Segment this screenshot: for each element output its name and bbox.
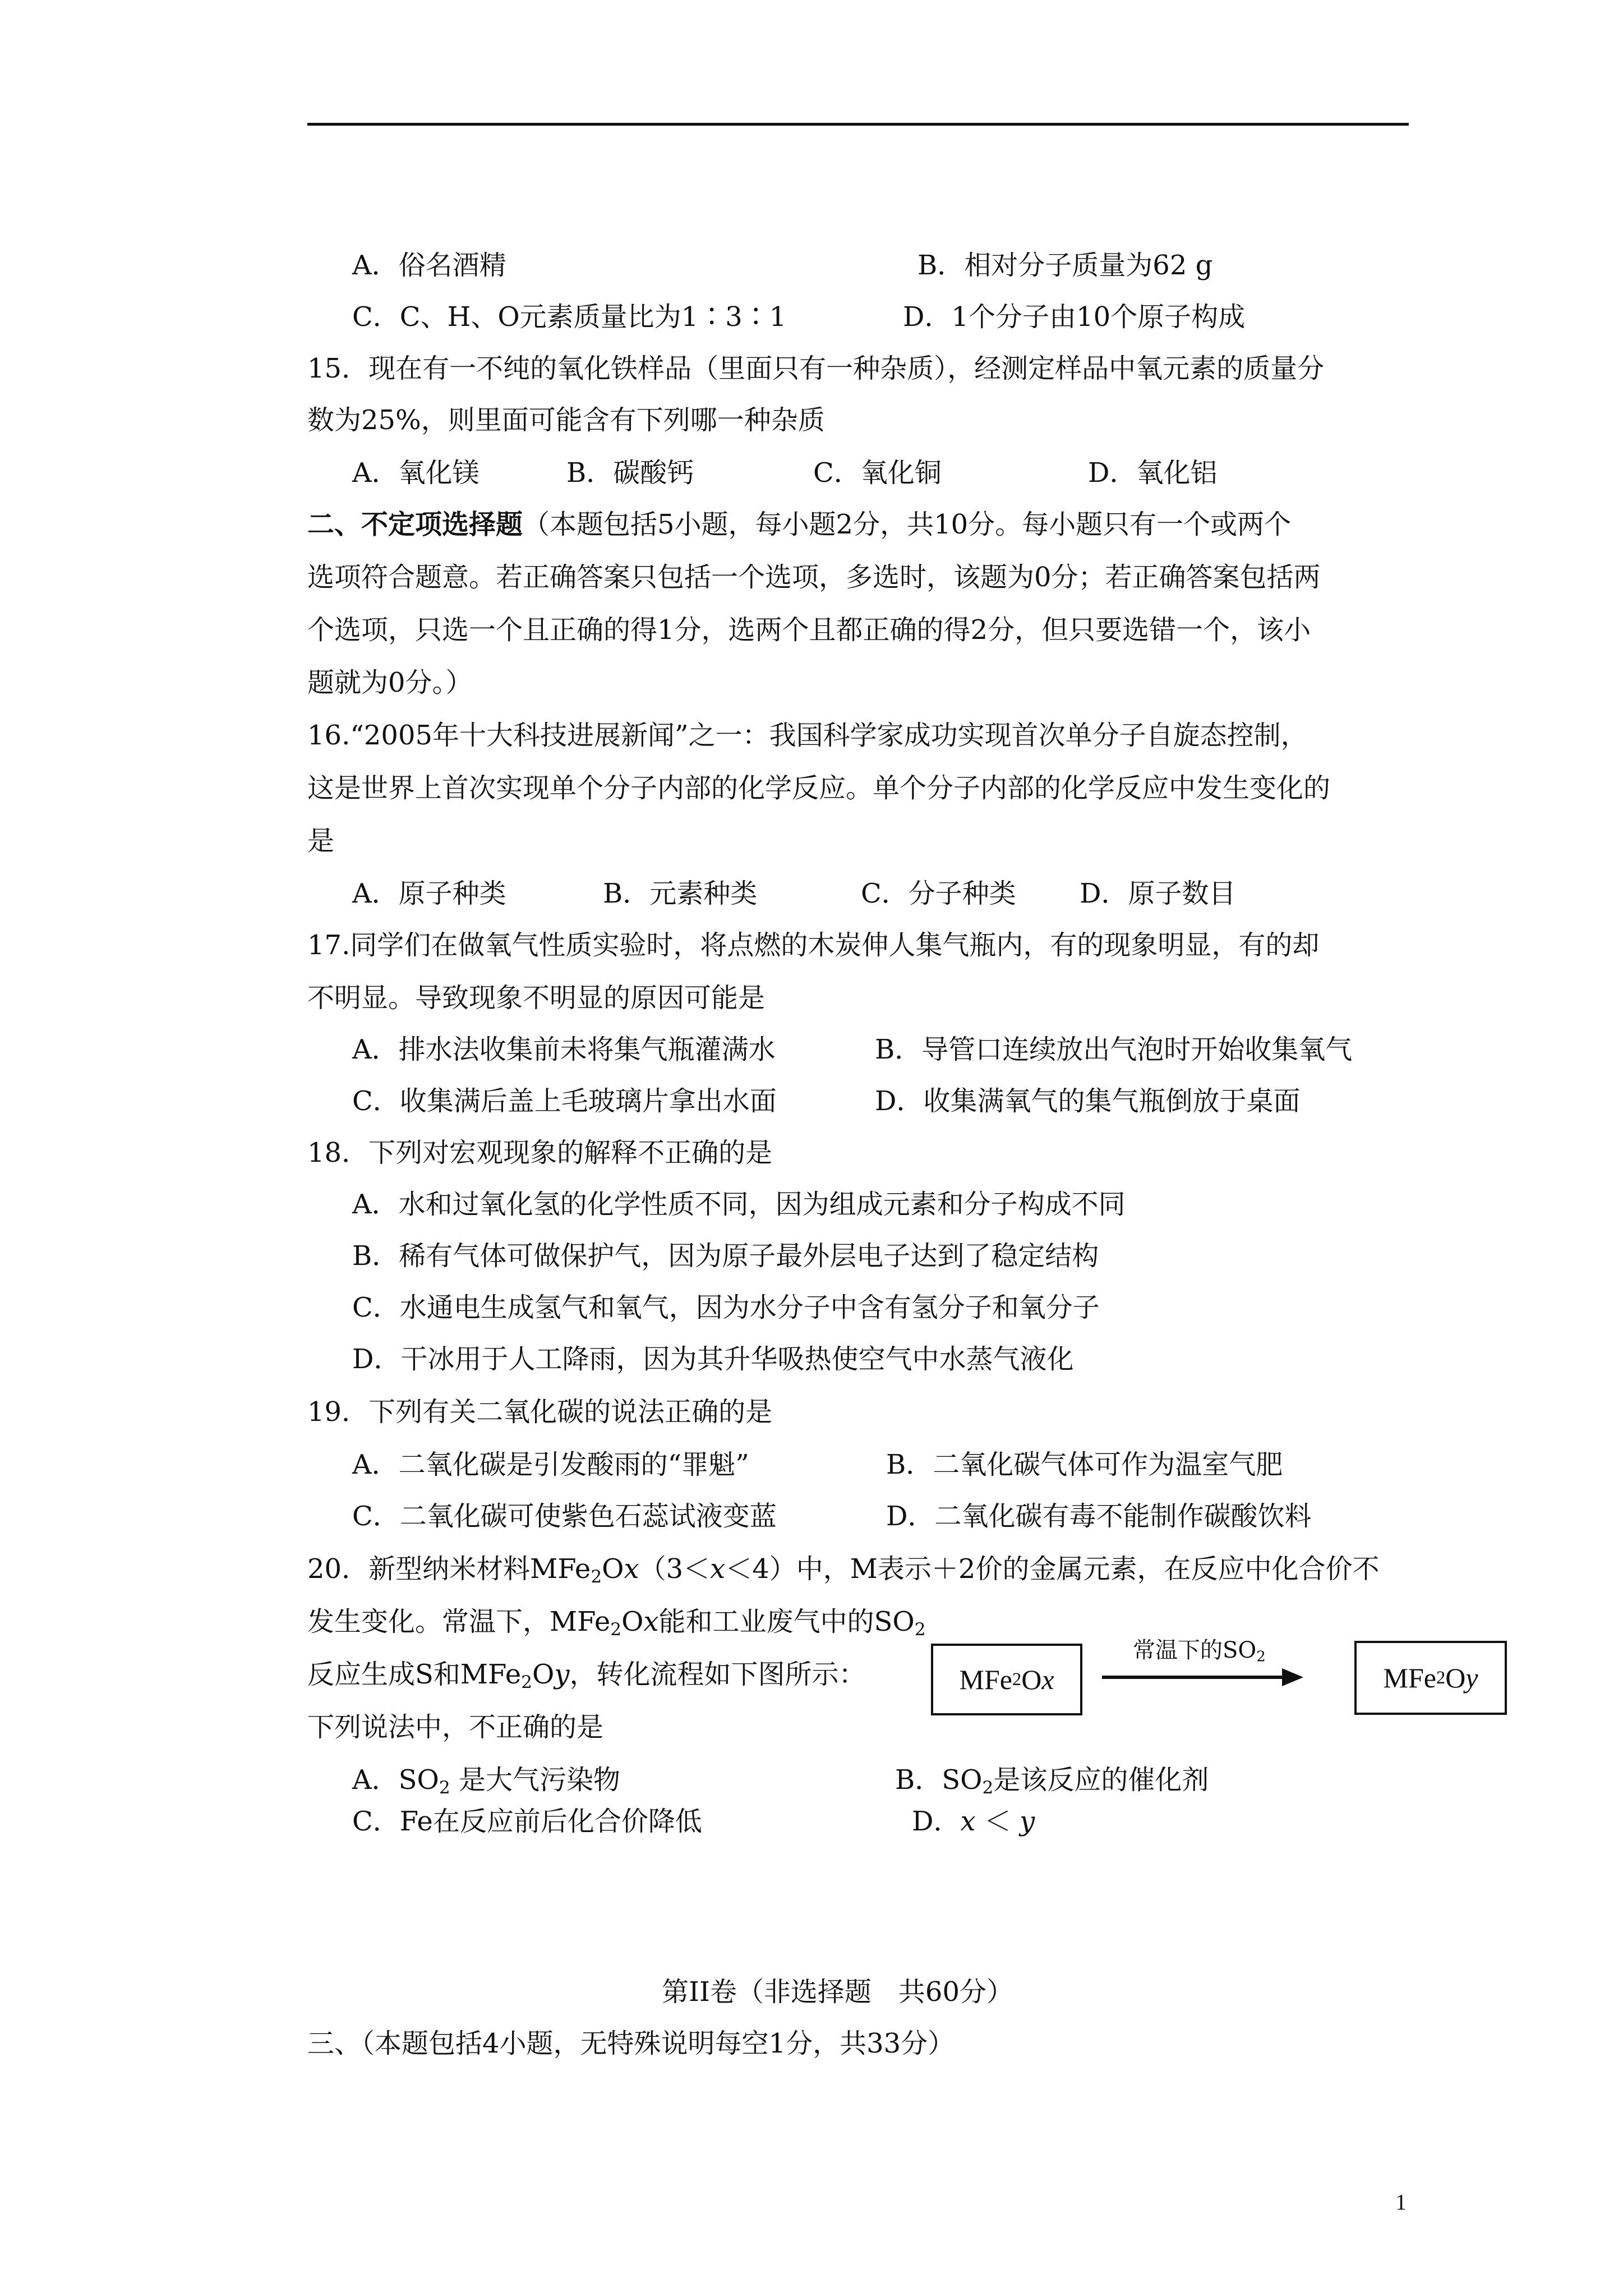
subscript: 2 (610, 1619, 622, 1640)
q20-text: 20．新型纳米材料MFe (307, 1553, 591, 1585)
q16-option-d: D．原子数目 (1080, 878, 1236, 909)
section2-heading: 二、不定项选择题 (307, 509, 523, 540)
variable-y: y (1020, 1806, 1035, 1837)
q19-option-c: C．二氧化碳可使紫色石蕊试液变蓝 (352, 1501, 777, 1532)
q20-text: ＜4）中，M表示＋2价的金属元素，在反应中化合价不 (725, 1553, 1380, 1585)
header-rule (307, 123, 1409, 126)
subscript: 2 (521, 1672, 532, 1692)
variable-y: y (1465, 1662, 1478, 1694)
q20-stem-line4: 下列说法中，不正确的是 (307, 1711, 604, 1743)
reactant-box: MFe 2 O x (931, 1644, 1082, 1715)
q15-stem-line2: 数为25%，则里面可能含有下列哪一种杂质 (307, 404, 825, 436)
product-box: MFe 2 O y (1354, 1641, 1507, 1715)
subscript: 2 (982, 1777, 994, 1798)
section2-intro-line2: 选项符合题意。若正确答案只包括一个选项，多选时，该题为0分；若正确答案包括两 (307, 562, 1321, 593)
option-text: 是大气污染物 (450, 1764, 621, 1796)
q18-option-a: A．水和过氧化氢的化学性质不同，因为组成元素和分子构成不同 (352, 1189, 1126, 1220)
q15-option-a: A．氧化镁 (352, 457, 479, 489)
variable-x: x (960, 1806, 976, 1837)
variable-x: x (624, 1553, 639, 1585)
section2-intro-line3: 个选项，只选一个且正确的得1分，选两个且都正确的得2分，但只要选错一个，该小 (307, 614, 1311, 646)
option-text: A．SO (352, 1764, 439, 1796)
q14-option-b: B．相对分子质量为62 g (917, 250, 1213, 281)
q19-option-d: D．二氧化碳有毒不能制作碳酸饮料 (886, 1501, 1312, 1532)
q20-option-d (912, 1803, 1035, 1840)
option-text: 是该反应的催化剂 (993, 1764, 1209, 1796)
q18-option-d: D．干冰用于人工降雨，因为其升华吸热使空气中水蒸气液化 (352, 1343, 1074, 1375)
section2-intro-text: （本题包括5小题，每小题2分，共10分。每小题只有一个或两个 (523, 509, 1292, 540)
q17-option-c: C．收集满后盖上毛玻璃片拿出水面 (352, 1085, 777, 1117)
q16-stem-line1: 16.“2005年十大科技进展新闻”之一：我国科学家成功实现首次单分子自旋态控制， (307, 720, 1308, 751)
q15-option-c: C．氧化铜 (813, 457, 942, 489)
q18-option-c: C．水通电生成氢气和氧气，因为水分子中含有氢分子和氧分子 (352, 1292, 1100, 1323)
section2-intro-line1 (307, 506, 1291, 543)
q16-stem-line2: 这是世界上首次实现单个分子内部的化学反应。单个分子内部的化学反应中发生变化的 (307, 772, 1331, 804)
q14-option-c: C．C、H、O元素质量比为1∶3∶1 (352, 301, 787, 333)
q20-stem-line2 (307, 1603, 926, 1640)
variable-x: x (643, 1606, 659, 1637)
page-number: 1 (1395, 2189, 1407, 2215)
q18-stem: 18．下列对宏观现象的解释不正确的是 (307, 1137, 773, 1168)
q20-text: （3＜ (639, 1553, 711, 1585)
q16-stem-line3: 是 (307, 825, 335, 857)
formula-text: MFe (959, 1664, 1012, 1695)
q16-option-b: B．元素种类 (603, 878, 758, 909)
variable-x: x (1041, 1664, 1054, 1695)
option-text: B．SO (895, 1764, 983, 1796)
q20-option-b (895, 1761, 1209, 1798)
q20-text: ，转化流程如下图所示： (569, 1659, 866, 1690)
q20-text: 反应生成S和MFe (307, 1659, 522, 1690)
q20-option-a (352, 1761, 620, 1798)
variable-x: x (710, 1553, 726, 1585)
q20-option-c: C．Fe在反应前后化合价降低 (352, 1806, 702, 1837)
subscript: 2 (591, 1566, 602, 1587)
q19-stem: 19．下列有关二氧化碳的说法正确的是 (307, 1396, 773, 1428)
section2-intro-line4: 题就为0分。） (307, 667, 473, 698)
q17-option-b: B．导管口连续放出气泡时开始收集氧气 (875, 1034, 1353, 1065)
q17-stem-line1: 17.同学们在做氧气性质实验时，将点燃的木炭伸人集气瓶内，有的现象明显，有的却 (307, 930, 1320, 961)
formula-text: O (1021, 1664, 1042, 1695)
q15-stem-line1: 15．现在有一不纯的氧化铁样品（里面只有一种杂质），经测定样品中氧元素的质量分 (307, 353, 1325, 384)
subscript: 2 (439, 1777, 450, 1798)
q17-option-d: D．收集满氧气的集气瓶倒放于桌面 (875, 1085, 1301, 1117)
q16-option-c: C．分子种类 (861, 878, 1016, 909)
q18-option-b: B．稀有气体可做保护气，因为原子最外层电子达到了稳定结构 (352, 1240, 1099, 1272)
q14-option-d: D．1个分子由10个原子构成 (903, 301, 1246, 333)
q20-text: O (621, 1606, 644, 1637)
subscript: 2 (914, 1619, 926, 1640)
q20-text: 能和工业废气中的SO (658, 1606, 915, 1637)
q20-stem-line1 (307, 1550, 1379, 1588)
q20-text: O (532, 1659, 555, 1690)
q20-stem-line3 (307, 1656, 865, 1693)
q15-option-d: D．氧化铝 (1088, 457, 1218, 489)
subscript: 2 (1256, 1648, 1266, 1665)
q19-option-a: A．二氧化碳是引发酸雨的“罪魁” (352, 1449, 749, 1480)
q20-text: O (602, 1553, 624, 1585)
arrow-label-text: 常温下的SO (1133, 1637, 1257, 1663)
variable-y: y (554, 1659, 570, 1690)
formula-text: O (1445, 1662, 1466, 1694)
q16-option-a: A．原子种类 (352, 878, 506, 909)
arrow-right-icon (1282, 1668, 1303, 1686)
q19-option-b: B．二氧化碳气体可作为温室气肥 (886, 1449, 1283, 1480)
q20-text: 发生变化。常温下，MFe (307, 1606, 611, 1637)
part2-title: 第II卷（非选择题 共60分） (662, 1976, 1014, 2008)
option-text: D． (912, 1806, 961, 1837)
formula-text: MFe (1383, 1662, 1436, 1694)
q14-option-a: A．俗名酒精 (352, 250, 506, 281)
q17-option-a: A．排水法收集前未将集气瓶灌满水 (352, 1034, 776, 1065)
arrow-label (1133, 1632, 1266, 1664)
section3-heading: 三、（本题包括4小题，无特殊说明每空1分，共33分） (307, 2028, 955, 2059)
arrow-shaft (1102, 1676, 1284, 1679)
option-text: ＜ (975, 1806, 1020, 1837)
q17-stem-line2: 不明显。导致现象不明显的原因可能是 (307, 982, 766, 1014)
q15-option-b: B．碳酸钙 (566, 457, 694, 489)
